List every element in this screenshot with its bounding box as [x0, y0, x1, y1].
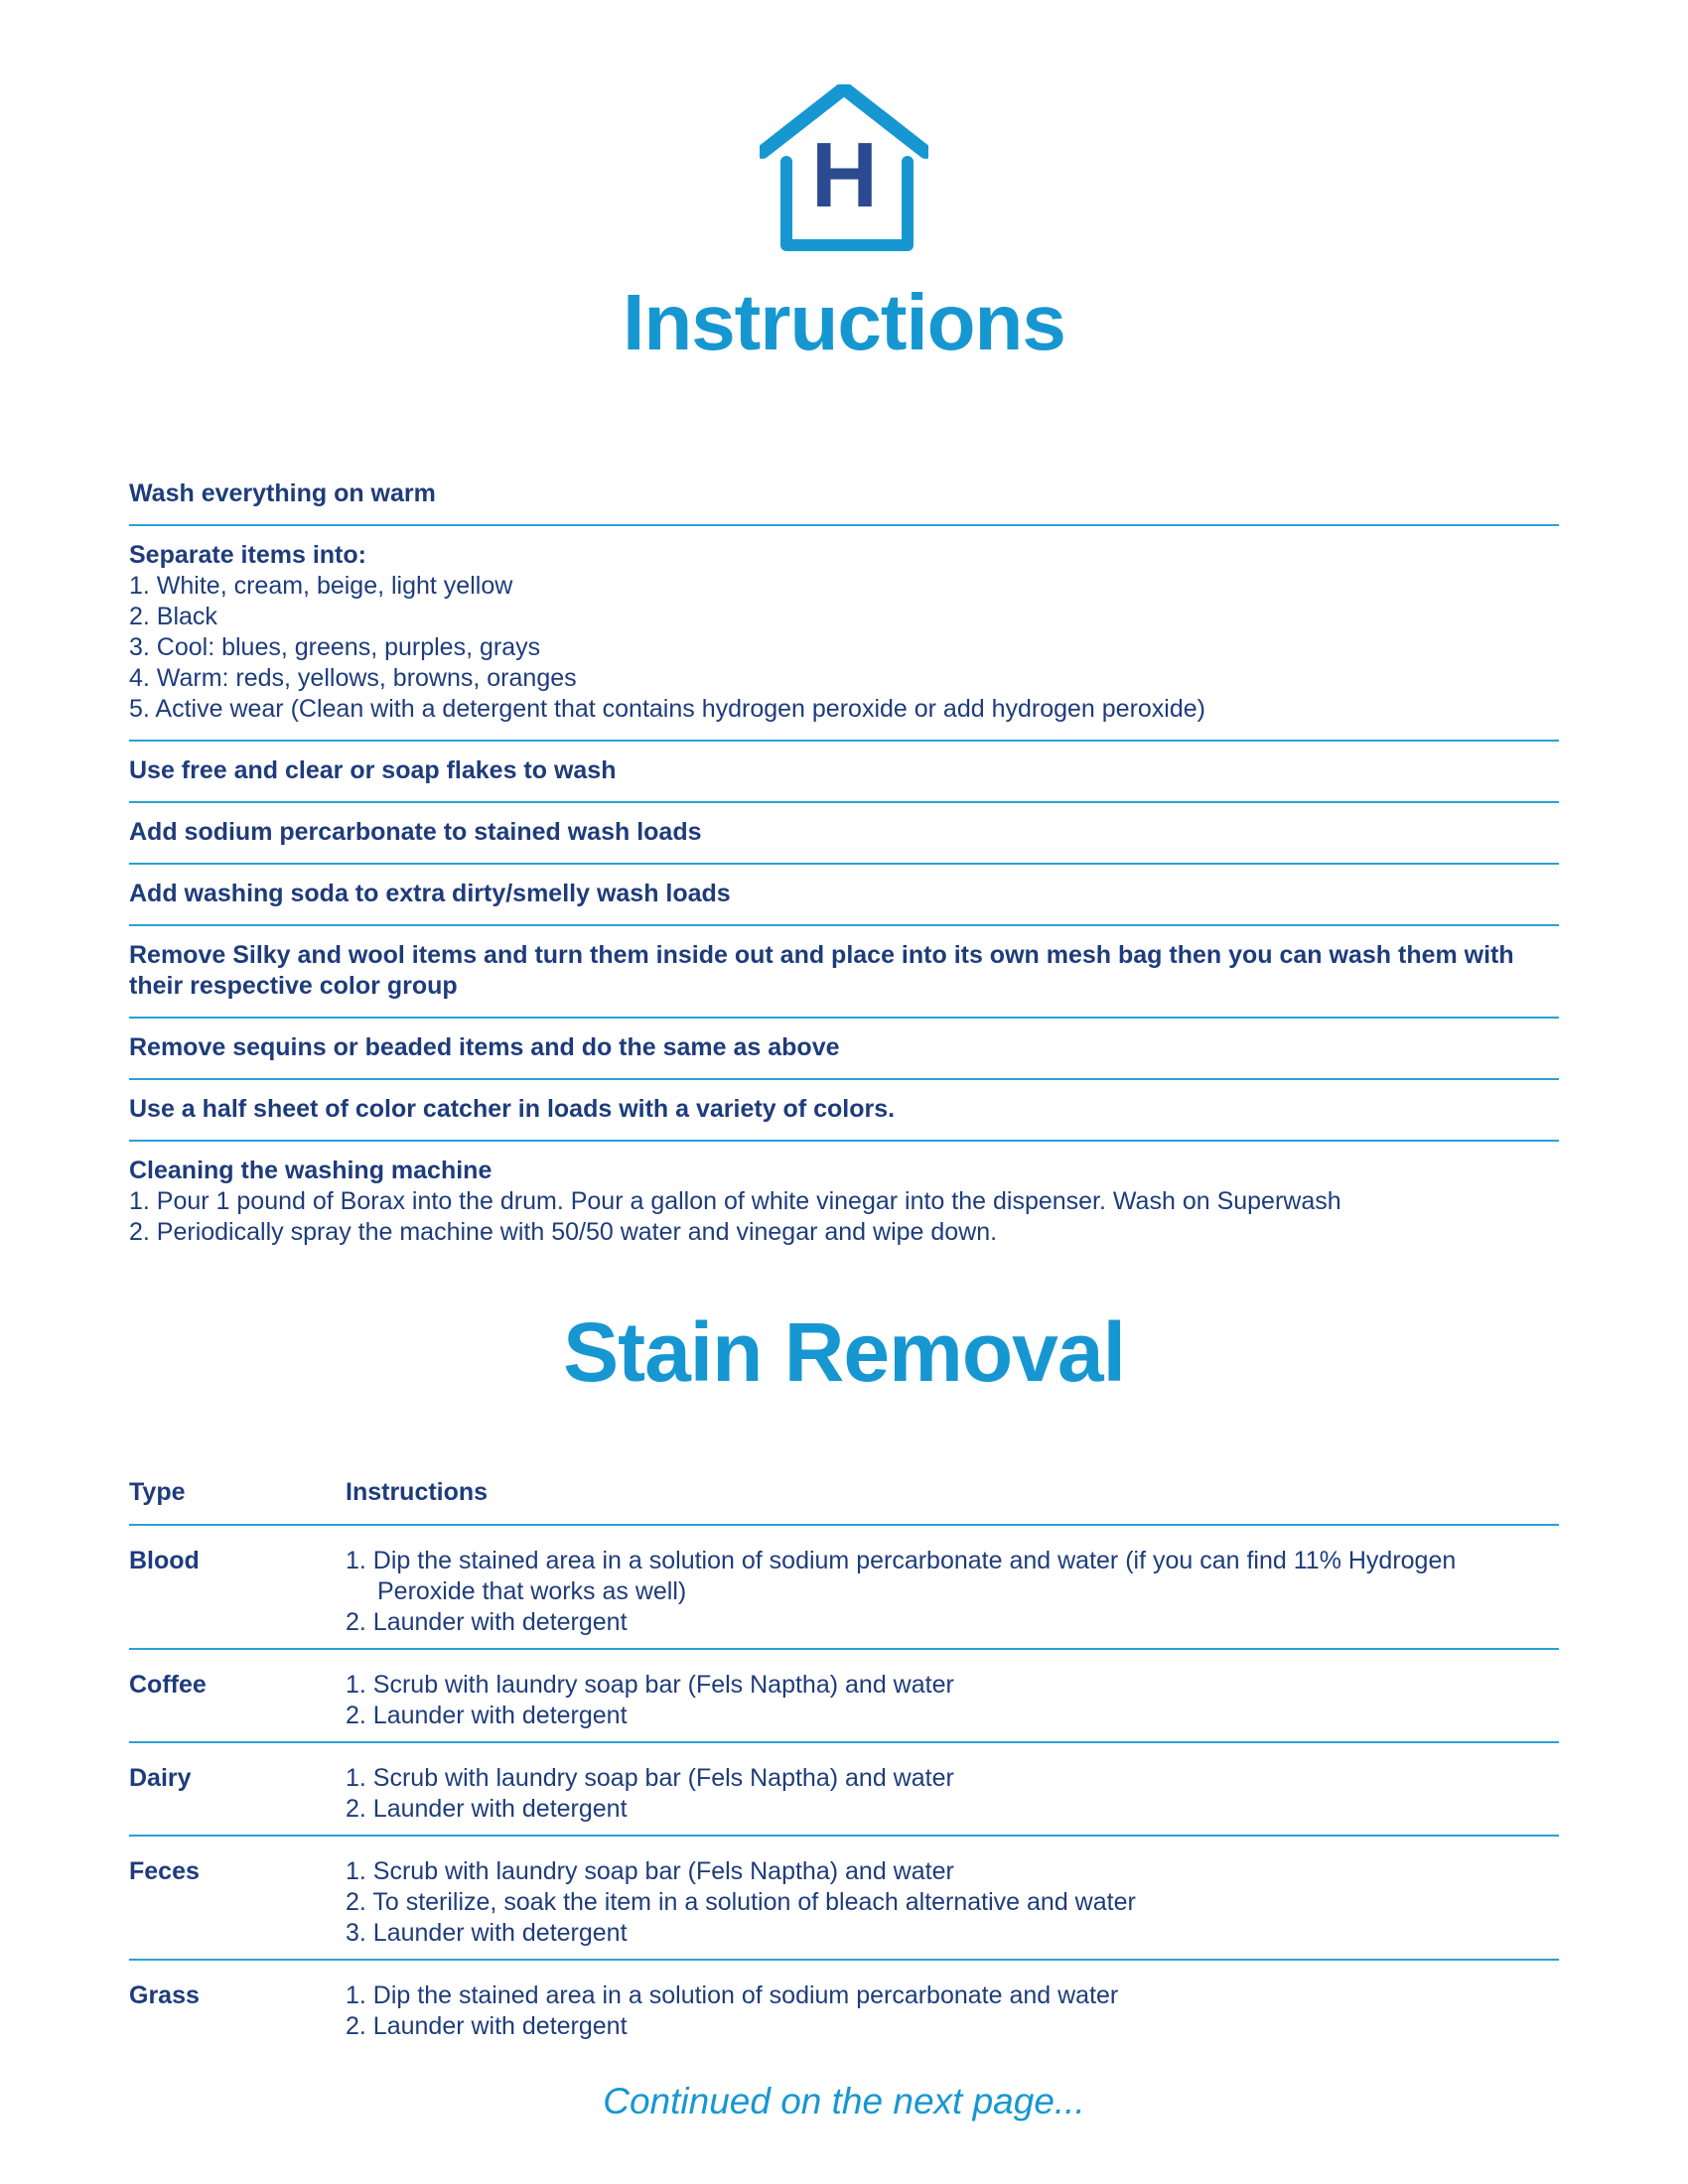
section-line: 2. Periodically spray the machine with 50/50 water and vinegar and wipe down.	[129, 1218, 998, 1246]
stain-steps	[346, 1546, 1559, 1638]
instruction-section	[129, 1080, 1559, 1142]
column-header-instructions: Instructions	[346, 1477, 489, 1506]
section-heading: Use free and clear or soap flakes to wash	[129, 756, 617, 784]
stain-step: 2. Launder with detergent	[346, 2011, 628, 2040]
stain-row	[129, 1961, 1559, 2052]
stain-type: Grass	[129, 1980, 200, 2009]
instructions-list	[129, 465, 1559, 1263]
stain-step: 1. Scrub with laundry soap bar (Fels Naptha) and water	[346, 1856, 954, 1885]
section-line: 2. Black	[129, 603, 217, 630]
stain-steps	[346, 1670, 1559, 1731]
stain-step: 2. Launder with detergent	[346, 1701, 628, 1729]
section-line: 4. Warm: reds, yellows, browns, oranges	[129, 664, 577, 692]
section-line: 1. Pour 1 pound of Borax into the drum. Pour a gallon of white vinegar into the dispenser. Wash on Superwash	[129, 1187, 1341, 1215]
document-page	[129, 0, 1559, 2123]
section-heading: Wash everything on warm	[129, 479, 436, 507]
section-heading: Use a half sheet of color catcher in loads with a variety of colors.	[129, 1095, 896, 1123]
column-header-type: Type	[129, 1477, 186, 1506]
section-line: 5. Active wear (Clean with a detergent that contains hydrogen peroxide or add hydrogen peroxide)	[129, 695, 1205, 723]
stain-step: 1. Dip the stained area in a solution of sodium percarbonate and water (if you can find 11% Hydrogen Peroxide that works as well)	[346, 1546, 1457, 1605]
section-heading: Add sodium percarbonate to stained wash loads	[129, 818, 702, 846]
section-heading: Remove sequins or beaded items and do the same as above	[129, 1033, 840, 1061]
stain-step: 2. Launder with detergent	[346, 1607, 628, 1636]
instruction-section	[129, 526, 1559, 742]
stain-removal-table	[129, 1477, 1559, 2052]
section-heading: Remove Silky and wool items and turn them inside out and place into its own mesh bag then you can wash them with their respective color group	[129, 941, 1514, 1000]
instruction-section	[129, 1142, 1559, 1263]
stain-removal-title: Stain Removal	[563, 1305, 1125, 1399]
stain-step: 3. Launder with detergent	[346, 1918, 628, 1947]
stain-step: 1. Scrub with laundry soap bar (Fels Naptha) and water	[346, 1763, 954, 1792]
table-header-row	[129, 1477, 1559, 1526]
stain-step: 2. Launder with detergent	[346, 1794, 628, 1823]
table-body	[129, 1526, 1559, 2052]
stain-steps	[346, 1856, 1559, 1949]
stain-type: Dairy	[129, 1763, 192, 1792]
stain-row	[129, 1837, 1559, 1961]
stain-step: 1. Scrub with laundry soap bar (Fels Naptha) and water	[346, 1670, 954, 1699]
instruction-section	[129, 1019, 1559, 1080]
stain-steps	[346, 1980, 1559, 2042]
section-heading: Separate items into:	[129, 541, 366, 569]
stain-type: Coffee	[129, 1670, 207, 1699]
instruction-section	[129, 465, 1559, 526]
logo-letter: H	[810, 123, 878, 226]
stain-step: 1. Dip the stained area in a solution of sodium percarbonate and water	[346, 1980, 1119, 2009]
stain-step: 2. To sterilize, soak the item in a solution of bleach alternative and water	[346, 1887, 1136, 1916]
stain-steps	[346, 1763, 1559, 1825]
stain-type: Blood	[129, 1546, 200, 1574]
instruction-section	[129, 803, 1559, 865]
stain-row	[129, 1526, 1559, 1650]
instruction-section	[129, 742, 1559, 803]
section-line: 1. White, cream, beige, light yellow	[129, 572, 513, 600]
instruction-section	[129, 926, 1559, 1019]
section-heading: Add washing soda to extra dirty/smelly wash loads	[129, 880, 731, 907]
page-title: Instructions	[623, 278, 1065, 366]
instruction-section	[129, 865, 1559, 926]
home-logo	[760, 84, 928, 253]
continuation-note: Continued on the next page...	[603, 2080, 1085, 2121]
section-heading: Cleaning the washing machine	[129, 1157, 492, 1184]
stain-row	[129, 1650, 1559, 1743]
stain-row	[129, 1743, 1559, 1837]
stain-type: Feces	[129, 1856, 200, 1885]
section-line: 3. Cool: blues, greens, purples, grays	[129, 633, 541, 661]
